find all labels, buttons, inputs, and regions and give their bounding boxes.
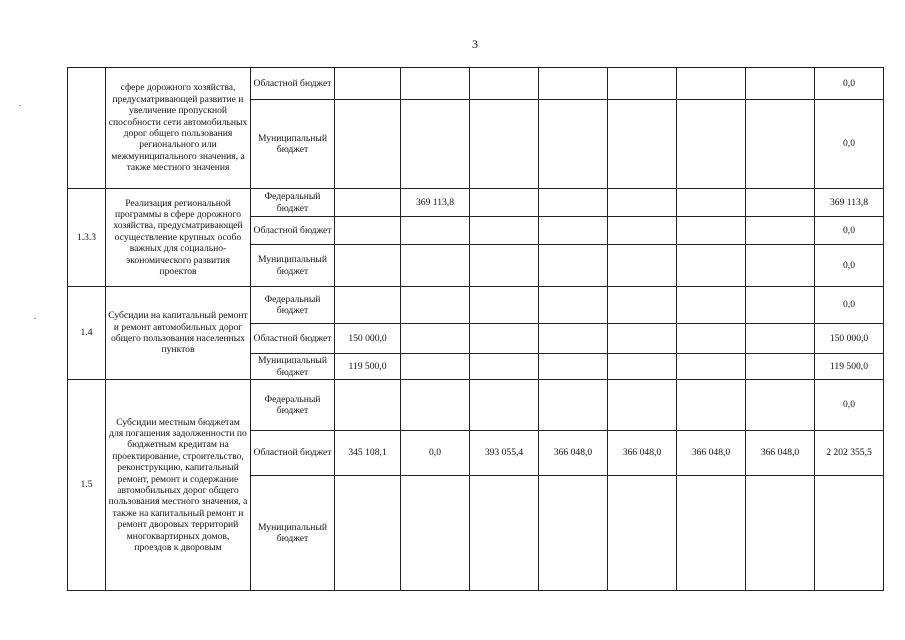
total-cell: 0,0 — [815, 245, 884, 287]
value-cell — [539, 189, 608, 217]
budget-type: Федеральный бюджет — [251, 189, 335, 217]
row-number: 1.3.3 — [68, 189, 106, 287]
budget-table — [67, 67, 884, 591]
value-cell — [677, 189, 746, 217]
row-number: 1.5 — [68, 380, 106, 591]
budget-type: Областной бюджет — [251, 324, 335, 354]
value-cell — [470, 380, 539, 431]
value-cell — [470, 245, 539, 287]
value-cell: 0,0 — [401, 431, 470, 476]
total-cell: 119 500,0 — [815, 354, 884, 380]
value-cell — [335, 380, 401, 431]
budget-type: Областной бюджет — [251, 217, 335, 245]
value-cell — [470, 100, 539, 189]
value-cell: 366 048,0 — [608, 431, 677, 476]
table-row — [68, 189, 884, 217]
value-cell — [677, 217, 746, 245]
value-cell — [608, 380, 677, 431]
value-cell — [746, 287, 815, 324]
value-cell — [539, 100, 608, 189]
table-row — [68, 380, 884, 431]
value-cell — [335, 287, 401, 324]
value-cell — [335, 68, 401, 100]
value-cell — [677, 68, 746, 100]
value-cell — [677, 380, 746, 431]
value-cell — [677, 324, 746, 354]
value-cell — [401, 68, 470, 100]
margin-mark — [34, 318, 36, 319]
value-cell — [335, 476, 401, 591]
row-number — [68, 68, 106, 189]
value-cell — [746, 100, 815, 189]
value-cell — [401, 476, 470, 591]
total-cell: 150 000,0 — [815, 324, 884, 354]
value-cell — [677, 287, 746, 324]
value-cell — [608, 189, 677, 217]
value-cell — [470, 476, 539, 591]
budget-type: Муниципальный бюджет — [251, 245, 335, 287]
value-cell — [608, 287, 677, 324]
table-body — [68, 68, 884, 591]
budget-type: Областной бюджет — [251, 431, 335, 476]
value-cell — [539, 476, 608, 591]
value-cell — [470, 324, 539, 354]
value-cell — [608, 324, 677, 354]
total-cell — [815, 476, 884, 591]
total-cell: 0,0 — [815, 287, 884, 324]
row-description: Субсидии на капитальный ремонт и ремонт автомобильных дорог общего пользования населенных пунктов — [106, 287, 251, 380]
value-cell — [335, 245, 401, 287]
total-cell: 2 202 355,5 — [815, 431, 884, 476]
budget-type: Муниципальный бюджет — [251, 354, 335, 380]
value-cell — [746, 245, 815, 287]
value-cell — [470, 217, 539, 245]
value-cell — [401, 100, 470, 189]
value-cell — [401, 324, 470, 354]
value-cell — [608, 68, 677, 100]
value-cell — [401, 380, 470, 431]
value-cell — [677, 100, 746, 189]
value-cell — [470, 189, 539, 217]
value-cell — [401, 354, 470, 380]
value-cell — [746, 189, 815, 217]
value-cell: 393 055,4 — [470, 431, 539, 476]
total-cell: 369 113,8 — [815, 189, 884, 217]
value-cell — [539, 287, 608, 324]
value-cell — [746, 68, 815, 100]
value-cell — [608, 217, 677, 245]
value-cell — [539, 217, 608, 245]
budget-type: Муниципальный бюджет — [251, 100, 335, 189]
value-cell — [335, 189, 401, 217]
total-cell: 0,0 — [815, 217, 884, 245]
value-cell — [539, 324, 608, 354]
value-cell: 366 048,0 — [746, 431, 815, 476]
table-row — [68, 68, 884, 100]
value-cell — [677, 476, 746, 591]
value-cell — [746, 324, 815, 354]
value-cell — [746, 354, 815, 380]
total-cell: 0,0 — [815, 100, 884, 189]
row-description: сфере дорожного хозяйства, предусматривающей развитие и увеличение пропускной способности сети автомобильных дорог общего пользования регионального или межмуниципального значения, а также местного значения — [106, 68, 251, 189]
total-cell: 0,0 — [815, 380, 884, 431]
value-cell — [539, 68, 608, 100]
budget-type: Федеральный бюджет — [251, 380, 335, 431]
value-cell — [401, 217, 470, 245]
value-cell — [470, 68, 539, 100]
value-cell — [746, 380, 815, 431]
budget-type: Федеральный бюджет — [251, 287, 335, 324]
value-cell — [335, 100, 401, 189]
value-cell — [539, 245, 608, 287]
value-cell — [401, 245, 470, 287]
value-cell: 366 048,0 — [539, 431, 608, 476]
value-cell — [539, 380, 608, 431]
value-cell — [746, 217, 815, 245]
value-cell — [608, 476, 677, 591]
value-cell — [677, 245, 746, 287]
row-description: Реализация региональной программы в сфере дорожного хозяйства, предусматривающей осуществление крупных особо важных для социально-экономического развития проектов — [106, 189, 251, 287]
row-number: 1.4 — [68, 287, 106, 380]
value-cell — [608, 100, 677, 189]
budget-type: Областной бюджет — [251, 68, 335, 100]
value-cell — [470, 287, 539, 324]
value-cell — [608, 245, 677, 287]
value-cell — [335, 217, 401, 245]
row-description: Субсидии местным бюджетам для погашения задолженности по бюджетным кредитам на проектирование, строительство, реконструкцию, капитальный ремонт, ремонт и содержание автомобильных дорог общего пользования местного значения, а также на капитальный ремонт и ремонт дворовых территорий многоквартирных домов, проездов к дворовым — [106, 380, 251, 591]
value-cell — [401, 287, 470, 324]
value-cell — [677, 354, 746, 380]
value-cell — [746, 476, 815, 591]
value-cell: 366 048,0 — [677, 431, 746, 476]
value-cell — [539, 354, 608, 380]
budget-type: Муниципальный бюджет — [251, 476, 335, 591]
value-cell — [608, 354, 677, 380]
value-cell: 369 113,8 — [401, 189, 470, 217]
value-cell: 345 108,1 — [335, 431, 401, 476]
value-cell: 150 000,0 — [335, 324, 401, 354]
table-row — [68, 287, 884, 324]
value-cell: 119 500,0 — [335, 354, 401, 380]
page-number: 3 — [472, 37, 478, 51]
value-cell — [470, 354, 539, 380]
total-cell: 0,0 — [815, 68, 884, 100]
margin-mark — [19, 105, 21, 106]
